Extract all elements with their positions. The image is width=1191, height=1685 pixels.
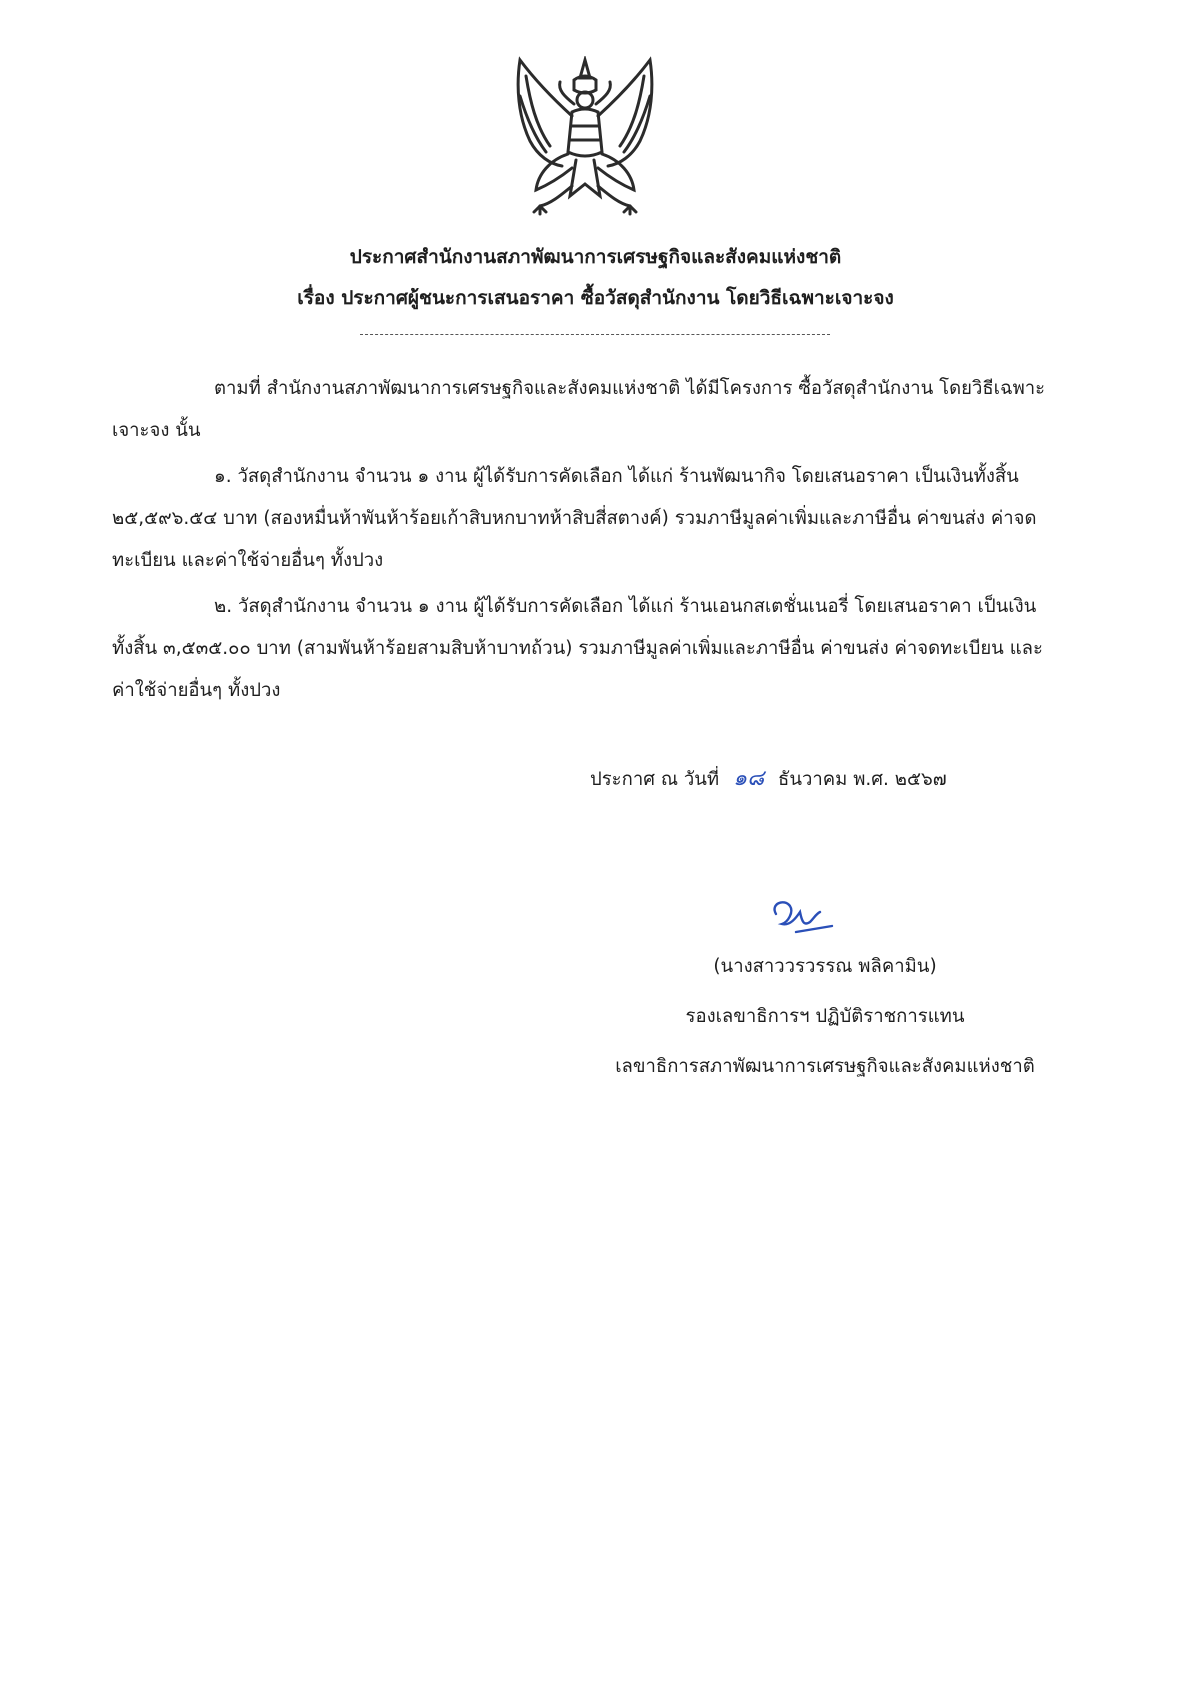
- signatory-organization: เลขาธิการสภาพัฒนาการเศรษฐกิจและสังคมแห่งชาติ: [615, 1056, 1035, 1077]
- garuda-emblem-icon: [510, 56, 660, 216]
- signatory-name: (นางสาววรวรรณ พลิคามิน): [713, 956, 937, 977]
- title-separator: [360, 334, 830, 335]
- announcement-subject: เรื่อง ประกาศผู้ชนะการเสนอราคา ซื้อวัสดุสำนักงาน โดยวิธีเฉพาะเจาะจง: [297, 287, 894, 309]
- signatory-position: รองเลขาธิการฯ ปฏิบัติราชการแทน: [685, 1006, 965, 1027]
- date-day-handwritten: ๑๘: [733, 766, 765, 791]
- date-prefix: ประกาศ ณ วันที่: [590, 769, 720, 790]
- date-month-year: ธันวาคม พ.ศ. ๒๕๖๗: [778, 769, 947, 790]
- item-2-paragraph: ๒. วัสดุสำนักงาน จำนวน ๑ งาน ผู้ได้รับการคัดเลือก ได้แก่ ร้านเอนกสเตชั่นเนอรี่ โดยเสนอราคา เป็นเงินทั้งสิ้น ๓,๕๓๕.๐๐ บาท (สามพันห้าร้อยสามสิบห้าบาทถ้วน) รวมภาษีมูลค่าเพิ่มและภาษีอื่น ค่าขนส่ง ค่าจดทะเบียน และค่าใช้จ่ายอื่นๆ ทั้งปวง: [112, 596, 1043, 701]
- handwritten-signature: [760, 892, 840, 938]
- item-1-paragraph: ๑. วัสดุสำนักงาน จำนวน ๑ งาน ผู้ได้รับการคัดเลือก ได้แก่ ร้านพัฒนากิจ โดยเสนอราคา เป็นเงินทั้งสิ้น ๒๕,๕๙๖.๕๔ บาท (สองหมื่นห้าพันห้าร้อยเก้าสิบหกบาทห้าสิบสี่สตางค์) รวมภาษีมูลค่าเพิ่มและภาษีอื่น ค่าขนส่ง ค่าจดทะเบียน และค่าใช้จ่ายอื่นๆ ทั้งปวง: [112, 466, 1037, 571]
- intro-paragraph: ตามที่ สำนักงานสภาพัฒนาการเศรษฐกิจและสังคมแห่งชาติ ได้มีโครงการ ซื้อวัสดุสำนักงาน โดยวิธีเฉพาะเจาะจง นั้น: [112, 378, 1046, 441]
- announcement-title: ประกาศสำนักงานสภาพัฒนาการเศรษฐกิจและสังคมแห่งชาติ: [349, 246, 842, 268]
- announcement-date: [590, 764, 947, 795]
